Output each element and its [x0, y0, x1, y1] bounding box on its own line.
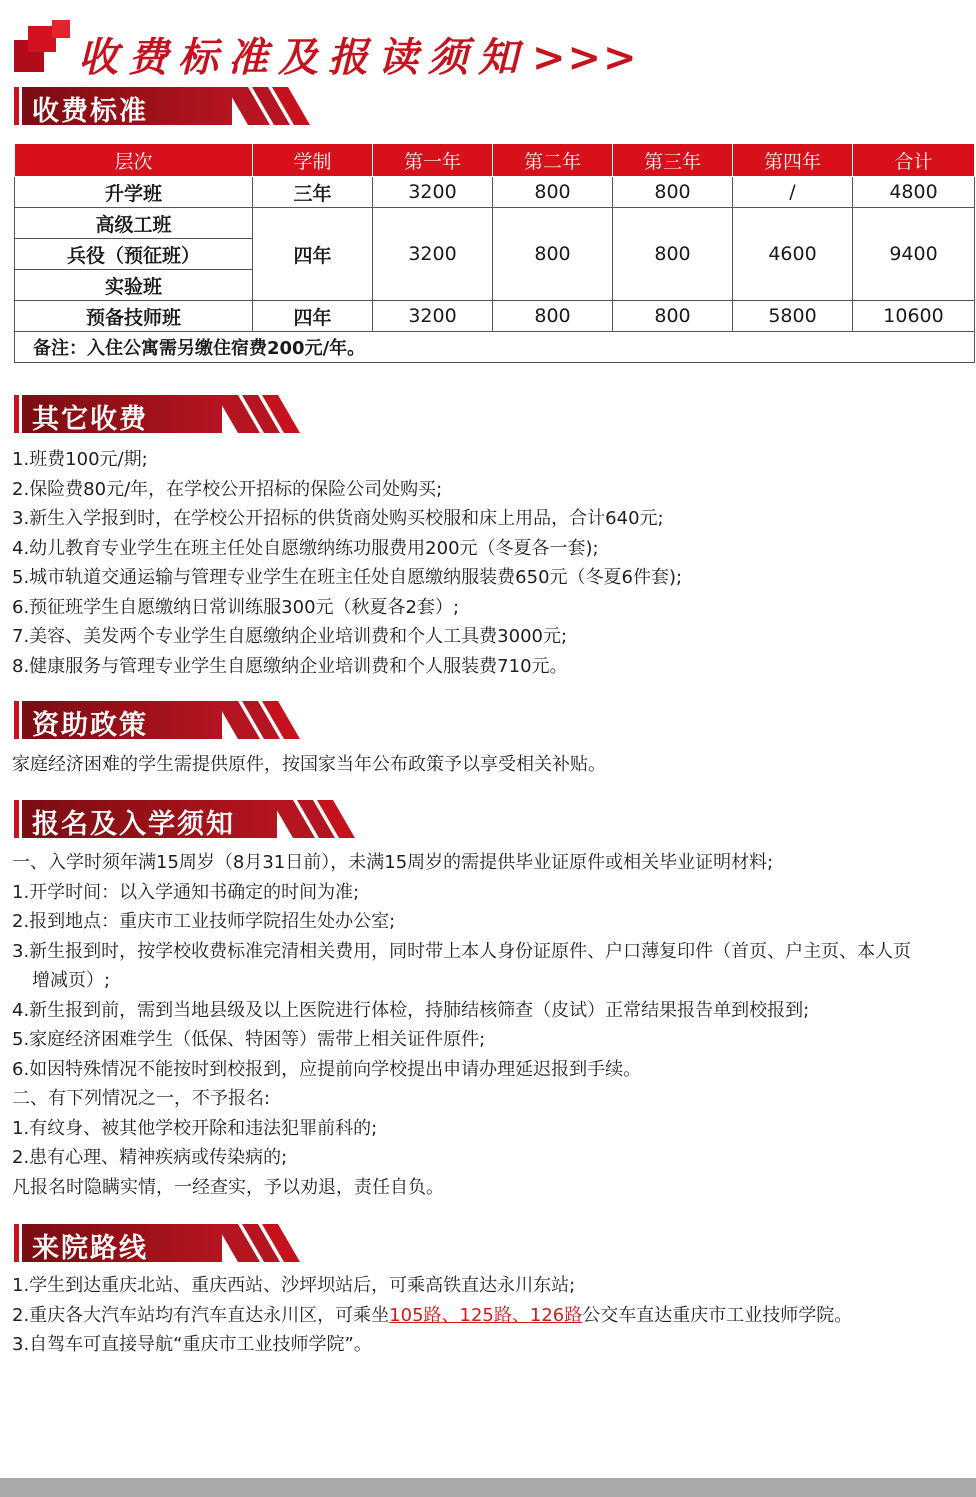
list-item: 7.美容、美发两个专业学生自愿缴纳企业培训费和个人工具费3000元; — [12, 626, 568, 647]
list-item: 2.重庆各大汽车站均有汽车直达永川区，可乘坐105路、125路、126路公交车直达重庆市工业技师学院。 — [12, 1304, 853, 1326]
bus-route-link-125[interactable]: 125路 — [459, 1304, 512, 1326]
fee-table — [14, 143, 975, 363]
table-header-row — [15, 144, 975, 177]
aid-text: 家庭经济困难的学生需提供原件，按国家当年公布政策予以享受相关补贴。 — [12, 754, 606, 775]
section-title: 收费标准 — [32, 96, 148, 127]
list-item: 2.报到地点：重庆市工业技师学院招生处办公室; — [12, 911, 396, 932]
list-item: 5.城市轨道交通运输与管理专业学生在班主任处自愿缴纳服装费650元（冬夏6件套); — [12, 567, 683, 588]
duration-cell: 四年 — [253, 301, 373, 332]
column-header: 合计 — [853, 144, 975, 177]
aid-text-block — [12, 750, 972, 780]
column-header: 层次 — [15, 144, 253, 177]
column-header: 第二年 — [493, 144, 613, 177]
column-header: 学制 — [253, 144, 373, 177]
table-row — [15, 177, 975, 208]
total-cell: 9400 — [853, 208, 975, 301]
list-item: 增减页）; — [32, 970, 111, 991]
list-item: 3.自驾车可直接导航“重庆市工业技师学院”。 — [12, 1334, 372, 1355]
other-fees-list — [12, 445, 972, 681]
logo-square-icon — [52, 20, 70, 38]
slash-decoration-icon — [226, 87, 316, 125]
table-row — [15, 332, 975, 363]
route-list — [12, 1271, 972, 1360]
year3-cell: 800 — [613, 177, 733, 208]
year2-cell: 800 — [493, 177, 613, 208]
list-item: 2.保险费80元/年，在学校公开招标的保险公司处购买; — [12, 478, 443, 500]
year3-cell: 800 — [613, 301, 733, 332]
year4-cell: 4600 — [733, 208, 853, 301]
list-item: 1.班费100元/期; — [12, 449, 148, 470]
list-item: 5.家庭经济困难学生（低保、特困等）需带上相关证件原件; — [12, 1029, 486, 1050]
level-cell: 升学班 — [15, 177, 253, 208]
list-item: 3.新生入学报到时，在学校公开招标的供货商处购买校服和床上用品，合计640元; — [12, 508, 664, 529]
page-header — [14, 20, 954, 81]
table-note: 备注：入住公寓需另缴住宿费200元/年。 — [15, 332, 975, 363]
section-header-other-fees — [14, 395, 314, 433]
level-cell: 高级工班 — [15, 208, 253, 239]
list-item: 4.新生报到前，需到当地县级及以上医院进行体检，持肺结核筛查（皮试）正常结果报告单到校报到; — [12, 999, 810, 1021]
section-header-route — [14, 1224, 314, 1262]
year3-cell: 800 — [613, 208, 733, 301]
total-cell: 4800 — [853, 177, 975, 208]
section-title: 其它收费 — [32, 404, 148, 435]
list-item: 3.新生报到时，按学校收费标准完清相关费用，同时带上本人身份证原件、户口薄复印件（首页、户主页、本人页 — [12, 940, 912, 962]
section-header-fees — [14, 87, 314, 125]
duration-cell: 三年 — [253, 177, 373, 208]
bus-route-link-126[interactable]: 126路 — [529, 1304, 583, 1326]
bottom-divider — [0, 1478, 976, 1497]
slash-decoration-icon — [216, 395, 306, 433]
column-header: 第三年 — [613, 144, 733, 177]
year4-cell: 5800 — [733, 301, 853, 332]
list-item: 1.有纹身、被其他学校开除和违法犯罪前科的; — [12, 1117, 378, 1139]
slash-decoration-icon — [271, 800, 361, 838]
year1-cell: 3200 — [373, 177, 493, 208]
section-title: 报名及入学须知 — [32, 809, 235, 840]
year1-cell: 3200 — [373, 301, 493, 332]
level-cell: 预备技师班 — [15, 301, 253, 332]
level-cell: 兵役（预征班） — [15, 239, 253, 270]
year2-cell: 800 — [493, 208, 613, 301]
section-title: 资助政策 — [32, 710, 148, 741]
page-title: 收费标准及报读须知 >>> — [78, 34, 639, 81]
list-item: 1.开学时间：以入学通知书确定的时间为准; — [12, 881, 360, 903]
total-cell: 10600 — [853, 301, 975, 332]
section-title: 来院路线 — [32, 1233, 148, 1264]
section-header-enrollment — [14, 800, 314, 838]
year1-cell: 3200 — [373, 208, 493, 301]
list-item: 二、有下列情况之一，不予报名: — [12, 1088, 271, 1109]
list-item: 2.患有心理、精神疾病或传染病的; — [12, 1147, 288, 1168]
table-row — [15, 208, 975, 239]
enrollment-list — [12, 848, 972, 1202]
list-item: 一、入学时须年满15周岁（8月31日前），未满15周岁的需提供毕业证原件或相关毕业证明材料; — [12, 852, 774, 873]
year4-cell: / — [733, 177, 853, 208]
list-item: 1.学生到达重庆北站、重庆西站、沙坪坝站后，可乘高铁直达永川东站; — [12, 1275, 576, 1296]
slash-decoration-icon — [216, 701, 306, 739]
column-header: 第四年 — [733, 144, 853, 177]
duration-cell: 四年 — [253, 208, 373, 301]
list-item: 凡报名时隐瞒实情，一经查实，予以劝退，责任自负。 — [12, 1176, 444, 1198]
list-item: 8.健康服务与管理专业学生自愿缴纳企业培训费和个人服装费710元。 — [12, 655, 568, 677]
slash-decoration-icon — [216, 1224, 306, 1262]
list-item: 6.预征班学生自愿缴纳日常训练服300元（秋夏各2套）; — [12, 596, 460, 618]
level-cell: 实验班 — [15, 270, 253, 301]
section-header-aid — [14, 701, 314, 739]
bus-route-link-105[interactable]: 105路 — [389, 1304, 442, 1326]
title-arrows: >>> — [532, 34, 639, 81]
list-item: 6.如因特殊情况不能按时到校报到，应提前向学校提出申请办理延迟报到手续。 — [12, 1058, 642, 1080]
table-row — [15, 301, 975, 332]
column-header: 第一年 — [373, 144, 493, 177]
year2-cell: 800 — [493, 301, 613, 332]
list-item: 4.幼儿教育专业学生在班主任处自愿缴纳练功服费用200元（冬夏各一套); — [12, 537, 599, 559]
